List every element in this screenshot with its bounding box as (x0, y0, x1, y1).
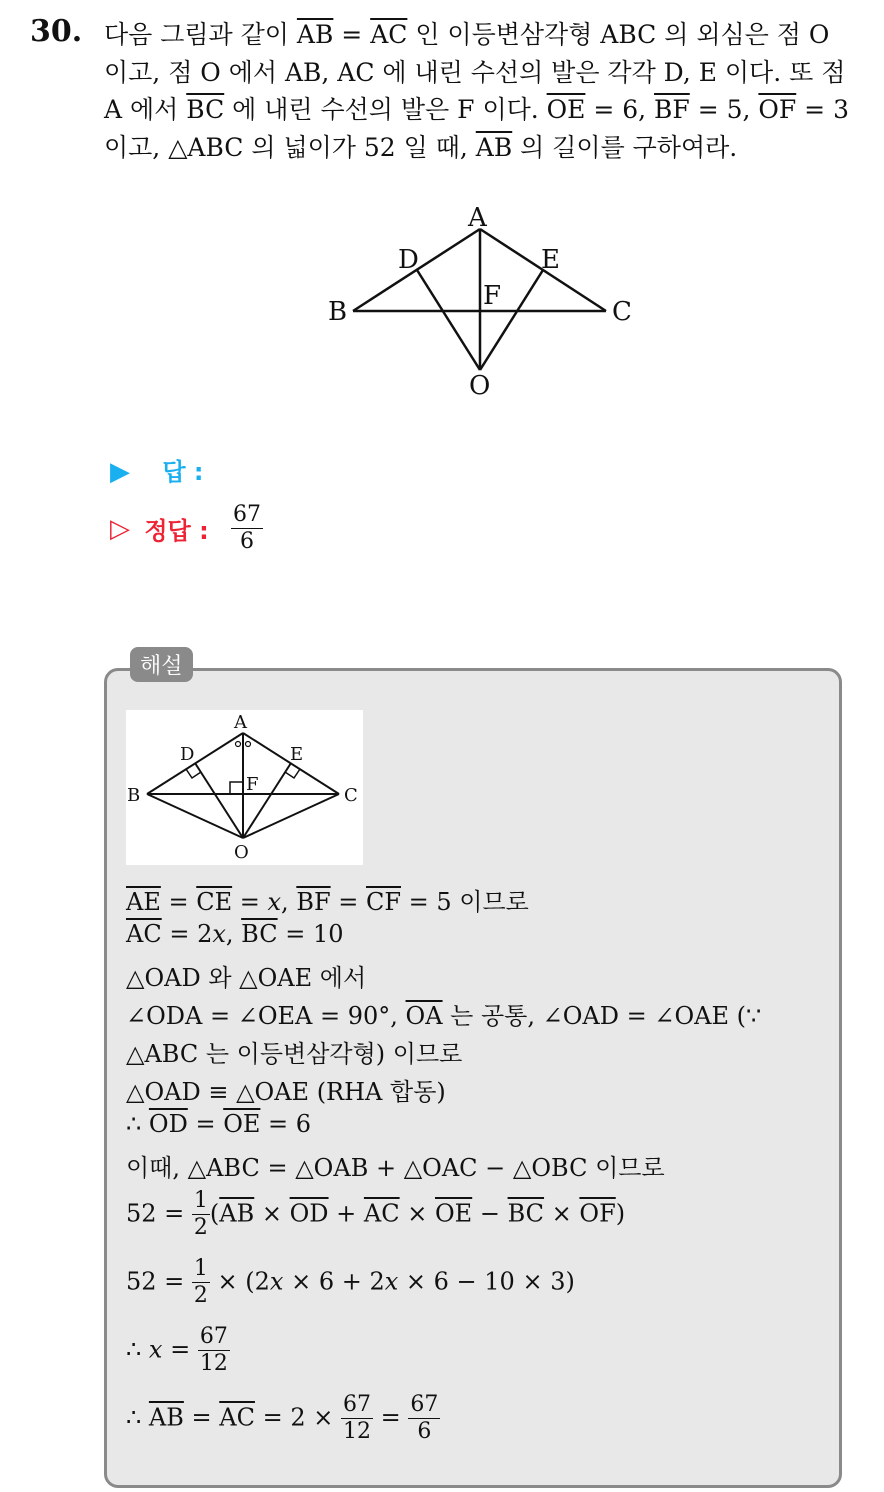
correct-answer-label: 정답 : (144, 517, 209, 546)
sol-label-A: A (234, 712, 247, 733)
problem-figure (320, 200, 640, 400)
problem-line-3: A 에서 $\overline{BC}$ 에 내린 수선의 발은 F 이다. $\overline{OE} = 6$, $\overline{BF} = 5$, $\overline{OF} = 3$ (104, 95, 849, 124)
label-D: D (398, 245, 419, 275)
label-E: E (541, 245, 560, 275)
sol-label-O: O (234, 842, 249, 863)
solution-line-10: 52 = $\frac{1}{2}$ × (2x × 6 + 2x × 6 − 10 × 3) (126, 1256, 575, 1309)
problem-number: 30. (30, 14, 83, 49)
problem-statement (104, 16, 864, 166)
solution-line-1: $\overline{AE} = \overline{CE} = x$, $\overline{BF} = \overline{CF} = 5$ 이므로 (126, 888, 529, 916)
label-F: F (483, 281, 502, 311)
play-triangle-icon: ▶ (110, 457, 130, 487)
solution-line-5: △ABC 는 이등변삼각형) 이므로 (126, 1040, 463, 1068)
answer-row (110, 452, 204, 487)
label-O: O (469, 371, 491, 400)
label-A: A (468, 203, 487, 233)
solution-line-11: ∴ x = $\frac{67}{12}$ (126, 1324, 228, 1377)
solution-line-12: ∴ $\overline{AB} = \overline{AC} = 2$ × $\frac{67}{12}$ = $\frac{67}{6}$ (126, 1392, 439, 1445)
correct-answer-denominator: 6 (240, 529, 255, 555)
outline-triangle-icon: ▷ (110, 513, 130, 544)
segment-DO (417, 270, 480, 370)
correct-answer-numerator: 67 (231, 502, 263, 529)
problem-line-1: 다음 그림과 같이 $\overline{AB} = \overline{AC}$ 인 이등변삼각형 ABC 의 외심은 점 O (104, 20, 830, 49)
correct-answer-fraction (231, 502, 263, 556)
solution-line-2: $\overline{AC} = 2x$, $\overline{BC} = 10$ (126, 920, 344, 948)
label-C: C (612, 297, 632, 327)
sol-label-E: E (290, 744, 304, 765)
solution-line-3: △OAD 와 △OAE 에서 (126, 964, 367, 992)
solution-figure (126, 710, 363, 865)
sol-label-B: B (127, 785, 141, 806)
sol-label-D: D (180, 744, 195, 765)
label-B: B (328, 297, 348, 327)
solution-line-6: △OAD ≡ △OAE (RHA 합동) (126, 1078, 446, 1106)
solution-line-8: 이때, △ABC = △OAB + △OAC − △OBC 이므로 (126, 1154, 665, 1182)
solution-tag: 해설 (130, 647, 193, 682)
sol-label-F: F (246, 774, 259, 795)
answer-label: 답 : (162, 458, 204, 486)
correct-answer-row (110, 502, 263, 556)
solution-line-4: ∠ODA = ∠OEA = 90°, $\overline{OA}$ 는 공통, ∠OAD = ∠OAE (∵ (126, 1002, 762, 1030)
sol-label-C: C (344, 785, 358, 806)
problem-line-4: 이고, △ABC 의 넓이가 52 일 때, $\overline{AB}$ 의 길이를 구하여라. (104, 132, 738, 162)
solution-line-7: ∴ $\overline{OD} = \overline{OE} = 6$ (126, 1110, 312, 1138)
problem-line-2: 이고, 점 O 에서 AB, AC 에 내린 수선의 발은 각각 D, E 이다. 또 점 (104, 57, 846, 87)
solution-line-9: 52 = $\frac{1}{2}$ $(\overline{AB} \times \overline{OD} + \overline{AC} \times \overline{OE} - \overline{BC} \times \overline{OF})$ (126, 1188, 626, 1241)
